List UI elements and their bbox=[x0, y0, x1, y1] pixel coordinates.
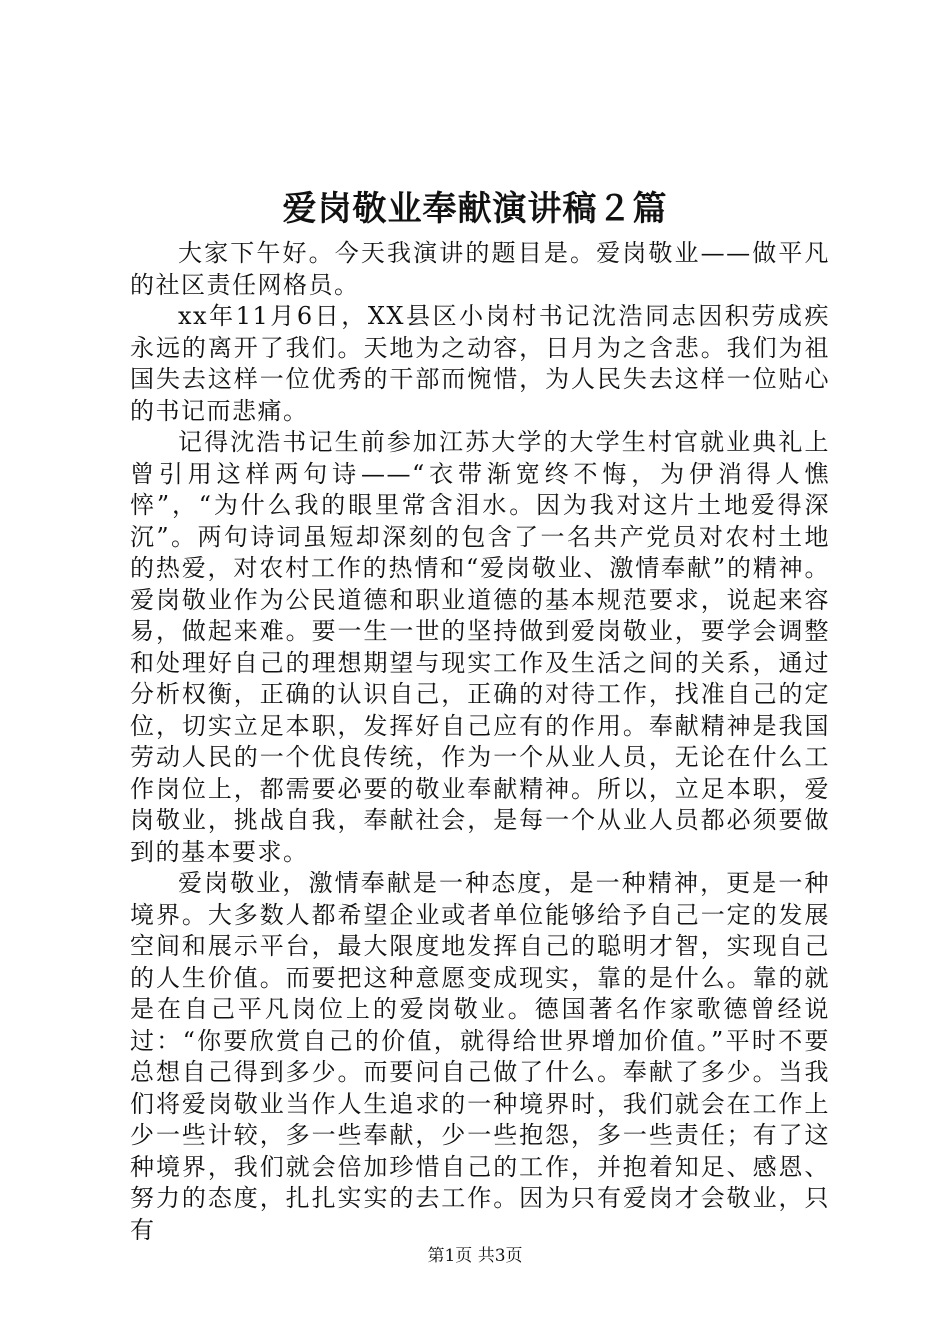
paragraph-shen-hao-passing: xx年11月6日，XX县区小岗村书记沈浩同志因积劳成疾永远的离开了我们。天地为之动容，日月为之含悲。我们为祖国失去这样一位优秀的干部而惋惜，为人民失去这样一位贴心的书记而悲痛。 bbox=[130, 302, 830, 425]
paragraph-poem-quote: 记得沈浩书记生前参加江苏大学的大学生村官就业典礼上曾引用这样两句诗——“衣带渐宽终不悔，为伊消得人憔悴”，“为什么我的眼里常含泪水。因为我对这片土地爱得深沉”。两句诗词虽短却深刻的包含了一名共产党员对农村土地的热爱，对农村工作的热情和“爱岗敬业、激情奉献”的精神。爱岗敬业作为公民道德和职业道德的基本规范要求，说起来容易，做起来难。要一生一世的坚持做到爱岗敬业，要学会调整和处理好自己的理想期望与现实工作及生活之间的关系，通过分析权衡，正确的认识自己，正确的对待工作，找准自己的定位，切实立足本职，发挥好自己应有的作用。奉献精神是我国劳动人民的一个优良传统，作为一个从业人员，无论在什么工作岗位上，都需要必要的敬业奉献精神。所以，立足本职，爱岗敬业，挑战自我，奉献社会，是每一个从业人员都必须要做到的基本要求。 bbox=[130, 428, 830, 866]
paragraph-dedication-attitude: 爱岗敬业，激情奉献是一种态度，是一种精神，更是一种境界。大多数人都希望企业或者单位能够给予自己一定的发展空间和展示平台，最大限度地发挥自己的聪明才智，实现自己的人生价值。而要把这种意愿变成现实，靠的是什么。靠的就是在自己平凡岗位上的爱岗敬业。德国著名作家歌德曾经说过：“你要欣赏自己的价值，就得给世界增加价值。”平时不要总想自己得到多少。而要问自己做了什么。奉献了多少。当我们将爱岗敬业当作人生追求的一种境界时，我们就会在工作上少一些计较，多一些奉献，少一些抱怨，多一些责任；有了这种境界，我们就会倍加珍惜自己的工作，并抱着知足、感恩、努力的态度，扎扎实实的去工作。因为只有爱岗才会敬业，只有 bbox=[130, 869, 830, 1244]
paragraph-greeting: 大家下午好。今天我演讲的题目是。爱岗敬业——做平凡的社区责任网格员。 bbox=[130, 239, 830, 299]
document-body bbox=[130, 238, 830, 1246]
document-title: 爱岗敬业奉献演讲稿２篇 bbox=[282, 189, 668, 229]
page-number-footer: 第1页 共3页 bbox=[427, 1246, 523, 1266]
